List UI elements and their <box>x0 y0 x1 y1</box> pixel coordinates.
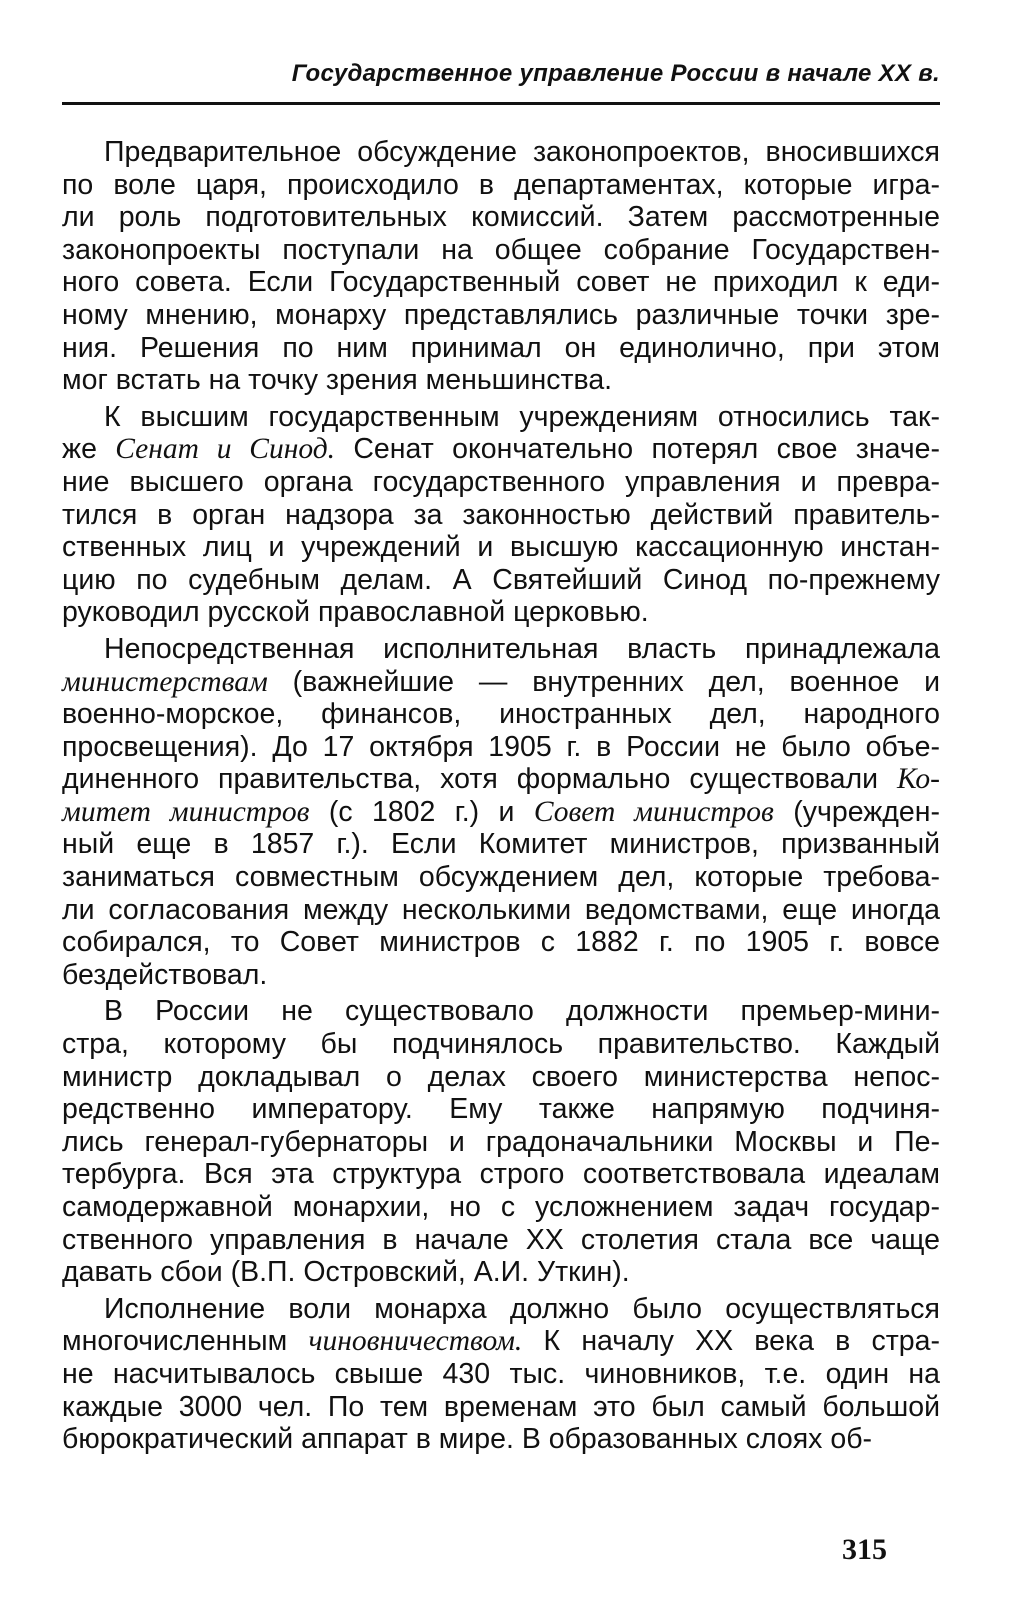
text-line <box>62 731 940 764</box>
text-run: (с 1802 г.) и <box>309 795 534 828</box>
text-line <box>62 299 940 332</box>
italic-term: министерствам <box>62 665 268 698</box>
text-run: тился в орган надзора за законностью действий правитель- <box>62 498 940 531</box>
text-line <box>62 401 940 434</box>
italic-term: Ко- <box>896 763 940 796</box>
text-run: цию по судебным делам. А Святейший Синод по-прежнему <box>62 563 940 596</box>
paragraph <box>62 136 940 397</box>
text-run: стра, которому бы подчинялось правительство. Каждый <box>62 1028 940 1061</box>
text-run: К началу XX века в стра- <box>522 1325 940 1358</box>
text-line <box>62 266 940 299</box>
text-run: диненного правительства, хотя формально существовали <box>62 763 897 796</box>
main-text <box>62 136 940 1456</box>
text-run: министр докладывал о делах своего министерства непос- <box>62 1060 940 1093</box>
paragraph <box>62 401 940 629</box>
text-line <box>62 1126 940 1159</box>
text-line <box>62 959 940 992</box>
text-run: же <box>62 433 116 466</box>
text-line <box>62 433 940 466</box>
text-line <box>62 861 940 894</box>
text-run: (важнейшие — внутренних дел, военное и <box>267 665 940 698</box>
text-run: В России не существовало должности премьер-мини- <box>104 995 940 1028</box>
text-run: ли роль подготовительных комиссий. Затем рассмотренные <box>62 201 940 234</box>
text-run: (учрежден- <box>773 795 940 828</box>
text-line <box>62 234 940 267</box>
text-run: ный еще в 1857 г.). Если Комитет министров, призванный <box>62 828 940 861</box>
text-line <box>62 1191 940 1224</box>
text-run: Сенат окончательно потерял свое значе- <box>335 433 940 466</box>
text-line <box>62 1224 940 1257</box>
text-run: Предварительное обсуждение законопроектов, вносившихся <box>104 136 940 168</box>
running-header <box>62 58 940 105</box>
text-line <box>62 1061 940 1094</box>
text-line <box>62 1158 940 1191</box>
text-run: Исполнение воли монарха должно было осуществляться <box>104 1292 940 1325</box>
text-line <box>62 1358 940 1391</box>
text-run: ли согласования между несколькими ведомствами, еще иногда <box>62 893 940 926</box>
text-line <box>62 596 940 629</box>
text-line <box>62 332 940 365</box>
text-line <box>62 169 940 202</box>
text-run: мог встать на точку зрения меньшинства. <box>62 364 613 397</box>
text-run: самодержавной монархии, но с усложнением задач государ- <box>62 1191 940 1223</box>
text-run: ного совета. Если Государственный совет не приходил к еди- <box>62 266 940 299</box>
text-line <box>62 1093 940 1126</box>
text-run: просвещения). До 17 октября 1905 г. в России не было объе- <box>62 730 940 763</box>
italic-term: чиновничеством. <box>308 1325 523 1358</box>
page-number: 315 <box>842 1533 887 1566</box>
text-line <box>62 466 940 499</box>
text-run: собирался, то Совет министров с 1882 г. по 1905 г. вовсе <box>62 926 940 959</box>
text-run: бюрократический аппарат в мире. В образованных слоях об- <box>62 1423 873 1456</box>
text-run: законопроекты поступали на общее собрание Государствен- <box>62 233 940 266</box>
text-run: ние высшего органа государственного управления и превра- <box>62 465 940 498</box>
text-line <box>62 796 940 829</box>
text-line <box>62 894 940 927</box>
text-line <box>62 1423 940 1456</box>
text-run: бездействовал. <box>62 958 268 991</box>
text-run: давать сбои (В.П. Островский, А.И. Уткин). <box>62 1256 630 1289</box>
text-line <box>62 1256 940 1289</box>
text-line <box>62 1028 940 1061</box>
italic-term: митет министров <box>62 795 310 828</box>
text-line <box>62 633 940 666</box>
paragraph <box>62 633 940 992</box>
text-run: ственного управления в начале XX столетия стала все чаще <box>62 1223 940 1256</box>
text-run: заниматься совместным обсуждением дел, которые требова- <box>62 861 940 894</box>
text-run: руководил русской православной церковью. <box>62 596 649 629</box>
text-run: Непосредственная исполнительная власть принадлежала <box>104 632 940 665</box>
text-run: редственно императору. Ему также напрямую подчиня- <box>62 1093 940 1126</box>
text-line <box>62 828 940 861</box>
paragraph <box>62 1293 940 1456</box>
text-run: К высшим государственным учреждениям относились так- <box>104 400 940 433</box>
text-line <box>62 1391 940 1424</box>
paragraph <box>62 995 940 1288</box>
text-run: тербурга. Вся эта структура строго соответствовала идеалам <box>62 1158 940 1191</box>
text-run: по воле царя, происходило в департаментах, которые игра- <box>62 168 940 201</box>
text-line <box>62 1293 940 1326</box>
text-run: военно-морское, финансов, иностранных дел, народного <box>62 698 940 731</box>
text-run: каждые 3000 чел. По тем временам это был самый большой <box>62 1390 940 1423</box>
text-run: многочисленным <box>62 1325 309 1358</box>
text-run: лись генерал-губернаторы и градоначальники Москвы и Пе- <box>62 1125 940 1158</box>
text-line <box>62 201 940 234</box>
running-title: Государственное управление России в начале XX в. <box>291 60 940 87</box>
text-line <box>62 531 940 564</box>
text-line <box>62 763 940 796</box>
italic-term: Сенат и Синод. <box>115 433 335 466</box>
text-run: не насчитывалось свыше 430 тыс. чиновников, т.е. один на <box>62 1357 940 1390</box>
italic-term: Совет министров <box>533 795 774 828</box>
text-run: ния. Решения по ним принимал он единолично, при этом <box>62 331 940 364</box>
text-line <box>62 364 940 397</box>
text-line <box>62 564 940 597</box>
text-line <box>62 995 940 1028</box>
text-line <box>62 698 940 731</box>
text-run: ному мнению, монарху представлялись различные точки зре- <box>62 298 940 331</box>
text-line <box>62 666 940 699</box>
text-run: ственных лиц и учреждений и высшую кассационную инстан- <box>62 531 940 564</box>
text-line <box>62 136 940 169</box>
text-line <box>62 926 940 959</box>
text-line <box>62 499 940 532</box>
text-line <box>62 1325 940 1358</box>
